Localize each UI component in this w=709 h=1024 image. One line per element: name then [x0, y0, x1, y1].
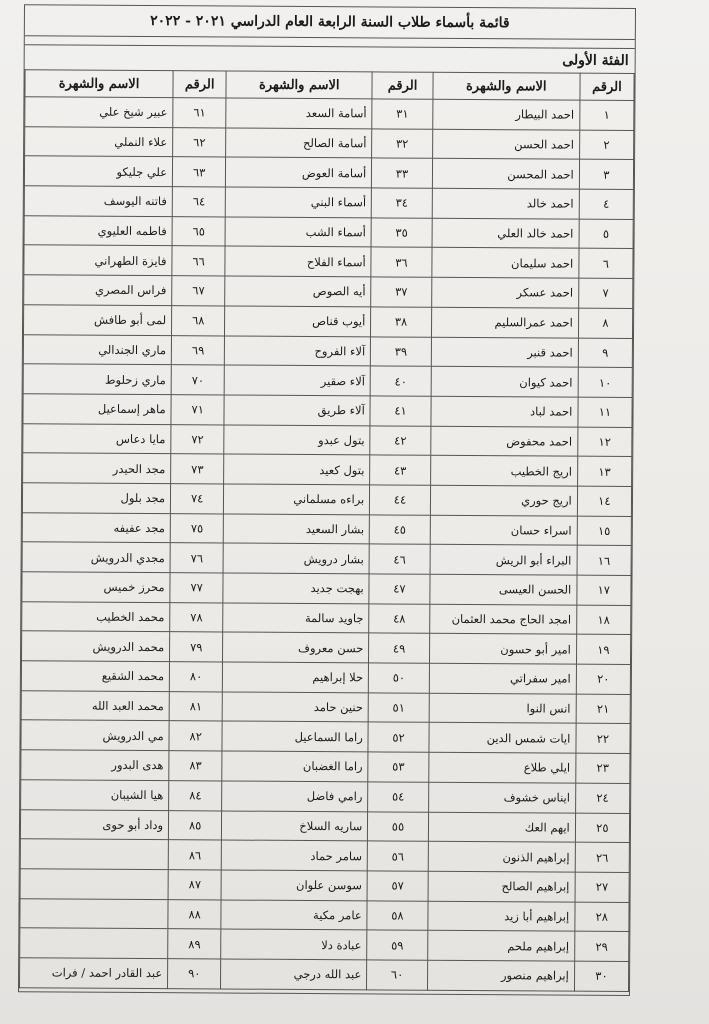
student-number: ٢٦: [575, 842, 629, 872]
table-row: [20, 898, 629, 931]
table-row: [24, 275, 633, 308]
header-number-3: الرقم: [173, 71, 226, 98]
student-number: ٦٥: [172, 216, 225, 246]
student-name: حنين حامد: [222, 692, 368, 723]
student-number: ٣٨: [371, 307, 432, 337]
student-number: ٤٠: [370, 366, 431, 396]
student-name: إبراهيم الذنون: [428, 841, 575, 872]
student-name: بهجت جديد: [223, 573, 369, 604]
student-number: ٨٥: [169, 810, 222, 840]
student-name: احمد الحسن: [432, 129, 579, 160]
student-name: محرز خميس: [22, 572, 170, 603]
table-row: [24, 216, 633, 249]
student-number: ٧٢: [171, 424, 224, 454]
table-row: [21, 720, 630, 753]
student-name: أسماء الشب: [225, 217, 371, 248]
table-row: [22, 512, 631, 545]
student-name: ايات شمس الدين: [429, 723, 576, 754]
student-name: عبد الله درجي: [221, 959, 367, 990]
student-number: ٥٧: [367, 871, 428, 901]
student-name: ماهر إسماعيل: [23, 394, 171, 425]
header-name-3: الاسم والشهرة: [25, 70, 173, 98]
header-number-2: الرقم: [372, 72, 433, 99]
student-name: آلاء طريق: [224, 395, 370, 426]
student-name: حسن معروف: [223, 632, 369, 663]
student-name: محمد الشقيع: [21, 661, 169, 692]
table-row: [24, 245, 633, 278]
table-row: [20, 958, 629, 991]
student-number: ٦٢: [173, 127, 226, 157]
student-name: وداد أبو حوى: [20, 809, 168, 840]
table-row: [22, 631, 631, 664]
student-number: ٤٣: [370, 455, 431, 485]
student-number: ٥: [579, 219, 633, 249]
student-name: فايزة الطهراني: [24, 245, 172, 276]
student-name: جاويد سالمة: [223, 603, 369, 634]
student-name: ايهم العك: [428, 812, 575, 843]
student-number: ٥٣: [368, 752, 429, 782]
table-row: [23, 364, 632, 397]
student-name: أسماء الفلاح: [225, 246, 371, 277]
student-number: ٦٨: [172, 305, 225, 335]
student-number: ٣١: [372, 99, 433, 129]
student-number: ٣٢: [372, 129, 433, 159]
student-name: مجدي الدرويش: [22, 542, 170, 573]
student-name: حلا إبراهيم: [223, 662, 369, 693]
student-number: ٤٧: [369, 574, 430, 604]
student-number: ٤٨: [369, 604, 430, 634]
student-number: ١١: [578, 397, 632, 427]
student-name: ايلي طلاع: [429, 752, 576, 783]
table-body: [20, 97, 634, 991]
student-number: ٩: [578, 338, 632, 368]
student-number: ٤١: [370, 396, 431, 426]
student-name: احمد عسكر: [431, 277, 578, 308]
student-name: لمى أبو طافش: [23, 305, 171, 336]
student-number: ٥٠: [369, 663, 430, 693]
table-row: [24, 156, 633, 189]
student-number: ١٤: [577, 486, 631, 516]
student-name: بتول كعيد: [224, 454, 370, 485]
table-row: [22, 601, 631, 634]
student-name: احمد كيوان: [431, 366, 578, 397]
student-number: ٧٨: [170, 602, 223, 632]
document-title: قائمة بأسماء طلاب السنة الرابعة العام الدراسي ٢٠٢١ - ٢٠٢٢: [25, 5, 635, 40]
table-row: [23, 305, 632, 338]
student-number: ٥١: [368, 693, 429, 723]
student-name: عامر مكية: [221, 900, 367, 931]
student-name: رامي فاضل: [222, 781, 368, 812]
table-row: [23, 453, 632, 486]
student-name: احمد البيطار: [433, 99, 580, 130]
student-name: مجد الحيدر: [23, 453, 171, 484]
student-name: بتول عبدو: [224, 425, 370, 456]
student-name: مجد عفيفه: [22, 512, 170, 543]
student-number: ٣٩: [371, 336, 432, 366]
student-number: ٨٨: [168, 899, 221, 929]
student-number: ٥٤: [368, 782, 429, 812]
student-number: ٥٩: [367, 930, 428, 960]
student-name: [20, 898, 168, 929]
students-table: [19, 69, 635, 991]
student-number: ٨٦: [168, 840, 221, 870]
student-number: ٦٤: [172, 187, 225, 217]
student-number: ٨٩: [168, 929, 221, 959]
student-number: ٨٧: [168, 870, 221, 900]
student-name: امجد الحاج محمد العثمان: [429, 604, 576, 635]
student-name: إبراهيم ملحم: [427, 930, 574, 961]
student-name: هيا الشيبان: [21, 780, 169, 811]
student-name: مي الدرويش: [21, 720, 169, 751]
student-name: عبادة دلا: [221, 929, 367, 960]
student-name: احمد عمرالسليم: [431, 307, 578, 338]
student-number: ٢: [579, 130, 633, 160]
table-row: [25, 97, 634, 130]
student-name: [20, 869, 168, 900]
table-row: [23, 334, 632, 367]
student-name: أسامة العوض: [226, 157, 372, 188]
student-number: ١٦: [577, 545, 631, 575]
student-number: ٦٩: [171, 335, 224, 365]
student-number: ٣: [579, 160, 633, 190]
student-number: ١: [580, 100, 634, 130]
student-number: ٢٧: [575, 872, 629, 902]
student-name: محمد الخطيب: [22, 601, 170, 632]
student-name: [20, 928, 168, 959]
table-row: [21, 780, 630, 813]
student-name: احمد خالد العلي: [432, 218, 579, 249]
student-number: ٥٥: [368, 811, 429, 841]
student-name: احمد لباد: [431, 396, 578, 427]
category-label: الفئة الأولى: [562, 52, 629, 69]
student-number: ٢٠: [576, 664, 630, 694]
student-name: بشار السعيد: [224, 514, 370, 545]
student-name: فاتنه اليوسف: [24, 186, 172, 217]
student-number: ٤٢: [370, 425, 431, 455]
student-name: عبد القادر احمد / فرات: [20, 958, 168, 989]
student-name: امير سفراتي: [429, 663, 576, 694]
student-name: إبراهيم الصالح: [428, 871, 575, 902]
student-name: أيوب قناص: [225, 306, 371, 337]
student-name: اريج الخطيب: [430, 456, 577, 487]
table-row: [25, 126, 634, 159]
student-number: ٢٩: [574, 931, 628, 961]
table-row: [21, 661, 630, 694]
header-name-2: الاسم والشهرة: [226, 71, 372, 99]
student-name: راما الغضبان: [222, 751, 368, 782]
student-name: ايناس خشوف: [428, 782, 575, 813]
student-number: ٧٧: [170, 573, 223, 603]
table-row: [20, 839, 629, 872]
student-name: سامر حماد: [222, 840, 368, 871]
student-name: انس النوا: [429, 693, 576, 724]
student-name: آلاء صقير: [224, 365, 370, 396]
student-name: اسراء حسان: [430, 515, 577, 546]
student-name: [20, 839, 168, 870]
table-row: [21, 691, 630, 724]
student-number: ٢٨: [575, 902, 629, 932]
student-number: ٧٩: [170, 632, 223, 662]
student-number: ٨٣: [169, 751, 222, 781]
student-number: ٤٥: [370, 515, 431, 545]
student-number: ١٩: [576, 635, 630, 665]
student-number: ٣٣: [372, 158, 433, 188]
student-name: سوسن علوان: [221, 870, 367, 901]
student-name: ماري الجندالي: [23, 334, 171, 365]
student-name: علاء النملي: [25, 126, 173, 157]
student-number: ٧٠: [171, 365, 224, 395]
student-number: ٦٦: [172, 246, 225, 276]
student-name: امير أبو حسون: [429, 634, 576, 665]
student-name: هدى البدور: [21, 750, 169, 781]
student-number: ٦٧: [172, 276, 225, 306]
student-number: ٨١: [169, 691, 222, 721]
student-name: ساريه السلاخ: [222, 810, 368, 841]
student-name: إبراهيم أبا زيد: [428, 901, 575, 932]
student-name: فاطمه العليوي: [24, 216, 172, 247]
student-name: الحسن العيسى: [430, 574, 577, 605]
student-number: ٨٠: [169, 662, 222, 692]
student-name: مجد بلول: [22, 483, 170, 514]
student-number: ٦: [579, 249, 633, 279]
student-number: ٥٦: [368, 841, 429, 871]
student-number: ٨٢: [169, 721, 222, 751]
student-number: ٢٤: [575, 783, 629, 813]
header-name-1: الاسم والشهرة: [433, 72, 580, 100]
student-number: ٢٣: [576, 753, 630, 783]
header-number-1: الرقم: [580, 73, 634, 100]
student-name: مايا دعاس: [23, 423, 171, 454]
student-name: احمد خالد: [432, 188, 579, 219]
student-name: احمد المحسن: [432, 159, 579, 190]
table-row: [23, 423, 632, 456]
student-name: احمد قنبر: [431, 337, 578, 368]
student-number: ٣٧: [371, 277, 432, 307]
student-number: ٣٠: [574, 961, 628, 991]
student-name: آلاء الفروح: [225, 335, 371, 366]
student-number: ١٢: [578, 427, 632, 457]
student-number: ١٨: [576, 605, 630, 635]
table-row: [23, 394, 632, 427]
student-number: ٤٩: [369, 633, 430, 663]
student-list-document: [18, 4, 636, 996]
student-name: فراس المصري: [24, 275, 172, 306]
student-number: ٧٣: [171, 454, 224, 484]
student-number: ٢٥: [575, 813, 629, 843]
student-number: ١٧: [577, 575, 631, 605]
student-name: عبير شيخ علي: [25, 97, 173, 128]
table-row: [24, 186, 633, 219]
student-number: ٤٦: [369, 544, 430, 574]
student-number: ٧١: [171, 395, 224, 425]
table-row: [20, 809, 629, 842]
table-row: [22, 572, 631, 605]
student-number: ٧٥: [170, 513, 223, 543]
student-name: بشار درويش: [223, 543, 369, 574]
student-name: إبراهيم منصور: [427, 960, 574, 991]
student-number: ٣٤: [371, 188, 432, 218]
student-number: ٦٣: [173, 157, 226, 187]
table-row: [22, 483, 631, 516]
student-name: اريج حوري: [430, 485, 577, 516]
student-number: ١٥: [577, 516, 631, 546]
student-number: ٢٢: [576, 724, 630, 754]
student-number: ٧٦: [170, 543, 223, 573]
table-row: [20, 869, 629, 902]
student-name: ماري زحلوط: [23, 364, 171, 395]
student-name: علي جليكو: [24, 156, 172, 187]
student-number: ٢١: [576, 694, 630, 724]
student-name: أسامة الصالح: [226, 128, 372, 159]
student-number: ١٠: [578, 367, 632, 397]
student-number: ٣٦: [371, 247, 432, 277]
student-number: ٦١: [173, 98, 226, 128]
student-name: البراء أبو الريش: [430, 545, 577, 576]
student-name: أيه الصوص: [225, 276, 371, 307]
student-name: أسامة السعد: [226, 98, 372, 129]
student-name: راما السماعيل: [222, 721, 368, 752]
student-name: احمد محفوض: [431, 426, 578, 457]
table-row: [21, 750, 630, 783]
student-number: ٧٤: [171, 484, 224, 514]
student-name: محمد العبد الله: [21, 691, 169, 722]
student-number: ٩٠: [168, 959, 221, 989]
student-number: ٧: [578, 278, 632, 308]
table-header-row: [25, 70, 634, 101]
table-row: [20, 928, 629, 961]
table-row: [22, 542, 631, 575]
student-number: ٤: [579, 189, 633, 219]
student-number: ٥٨: [367, 900, 428, 930]
student-number: ٦٠: [367, 960, 428, 990]
student-name: أسماء البني: [226, 187, 372, 218]
student-number: ١٣: [577, 456, 631, 486]
student-name: احمد سليمان: [432, 248, 579, 279]
student-number: ٤٤: [370, 485, 431, 515]
student-number: ٥٢: [368, 722, 429, 752]
student-number: ٣٥: [371, 218, 432, 248]
student-number: ٨٤: [169, 780, 222, 810]
student-name: محمد الدرويش: [22, 631, 170, 662]
student-name: براءه مسلماني: [224, 484, 370, 515]
student-number: ٨: [578, 308, 632, 338]
